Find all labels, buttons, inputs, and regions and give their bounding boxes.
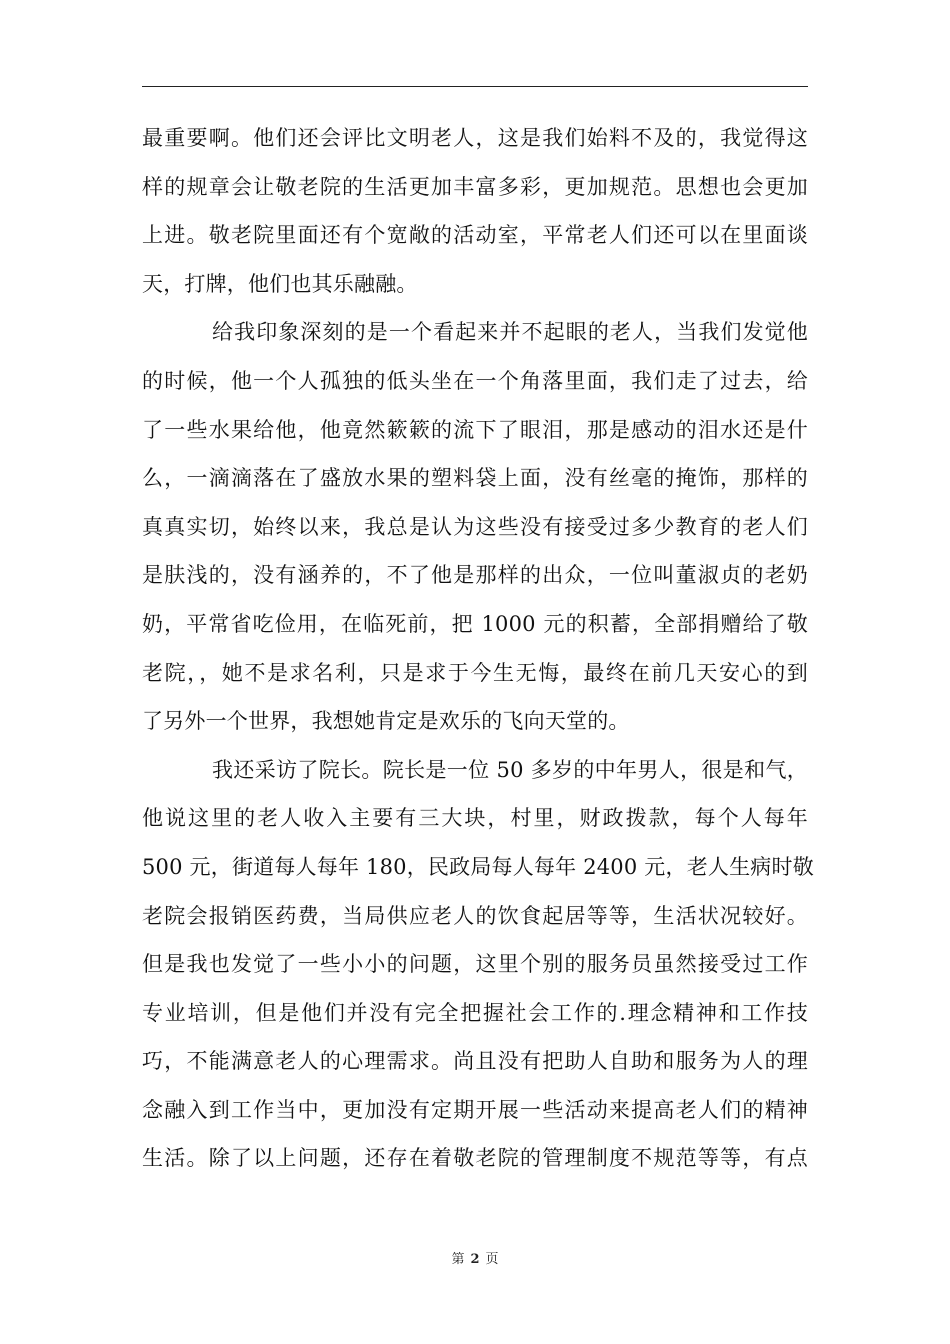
paragraph-start-line: 给我印象深刻的是一个看起来并不起眼的老人，当我们发觉他 xyxy=(212,320,808,345)
text-line: 了一些水果给他，他竟然簌簌的流下了眼泪，那是感动的泪水还是什 xyxy=(142,417,808,442)
text-line: 巧，不能满意老人的心理需求。尚且没有把助人自助和服务为人的理 xyxy=(142,1049,808,1074)
text-line: 样的规章会让敬老院的生活更加丰富多彩，更加规范。思想也会更加 xyxy=(142,174,808,199)
page-label-suffix: 页 xyxy=(485,1252,499,1267)
text-line: 了另外一个世界，我想她肯定是欢乐的飞向天堂的。 xyxy=(142,709,630,734)
text-line: 念融入到工作当中，更加没有定期开展一些活动来提高老人们的精神 xyxy=(142,1097,808,1122)
text-line: 么，一滴滴落在了盛放水果的塑料袋上面，没有丝毫的掩饰，那样的 xyxy=(142,466,808,491)
text-line: 的时候，他一个人孤独的低头坐在一个角落里面，我们走了过去，给 xyxy=(142,368,808,393)
text-line: 他说这里的老人收入主要有三大块，村里，财政拨款，每个人每年 xyxy=(142,806,808,831)
page-label-prefix: 第 xyxy=(451,1252,465,1267)
header-rule xyxy=(142,86,808,87)
text-line: 最重要啊。他们还会评比文明老人，这是我们始料不及的，我觉得这 xyxy=(142,126,808,150)
text-line: 是肤浅的，没有涵养的，不了他是那样的出众，一位叫董淑贞的老奶 xyxy=(142,563,808,588)
text-line: 专业培训，但是他们并没有完全把握社会工作的.理念精神和工作技 xyxy=(142,1000,808,1025)
text-line: 老院，，她不是求名利，只是求于今生无悔，最终在前几天安心的到 xyxy=(142,660,808,685)
text-line: 500 元，街道每人每年 180，民政局每人每年 2400 元，老人生病时敬 xyxy=(142,854,814,879)
page-number: 2 xyxy=(470,1252,480,1267)
text-line: 但是我也发觉了一些小小的问题，这里个别的服务员虽然接受过工作 xyxy=(142,952,808,977)
text-line: 奶，平常省吃俭用，在临死前，把 1000 元的积蓄，全部捐赠给了敬 xyxy=(142,611,808,636)
text-line: 生活。除了以上问题，还存在着敬老院的管理制度不规范等等，有点 xyxy=(142,1146,808,1171)
page-footer xyxy=(0,1248,950,1267)
text-line: 老院会报销医药费，当局供应老人的饮食起居等等，生活状况较好。 xyxy=(142,903,808,928)
text-line: 上进。敬老院里面还有个宽敞的活动室，平常老人们还可以在里面谈 xyxy=(142,223,808,248)
document-body xyxy=(142,114,814,1183)
text-line: 真真实切，始终以来，我总是认为这些没有接受过多少教育的老人们 xyxy=(142,514,808,539)
text-line: 天，打牌，他们也其乐融融。 xyxy=(142,271,418,296)
paragraph-start-line: 我还采访了院长。院长是一位 50 多岁的中年男人，很是和气， xyxy=(212,757,808,782)
